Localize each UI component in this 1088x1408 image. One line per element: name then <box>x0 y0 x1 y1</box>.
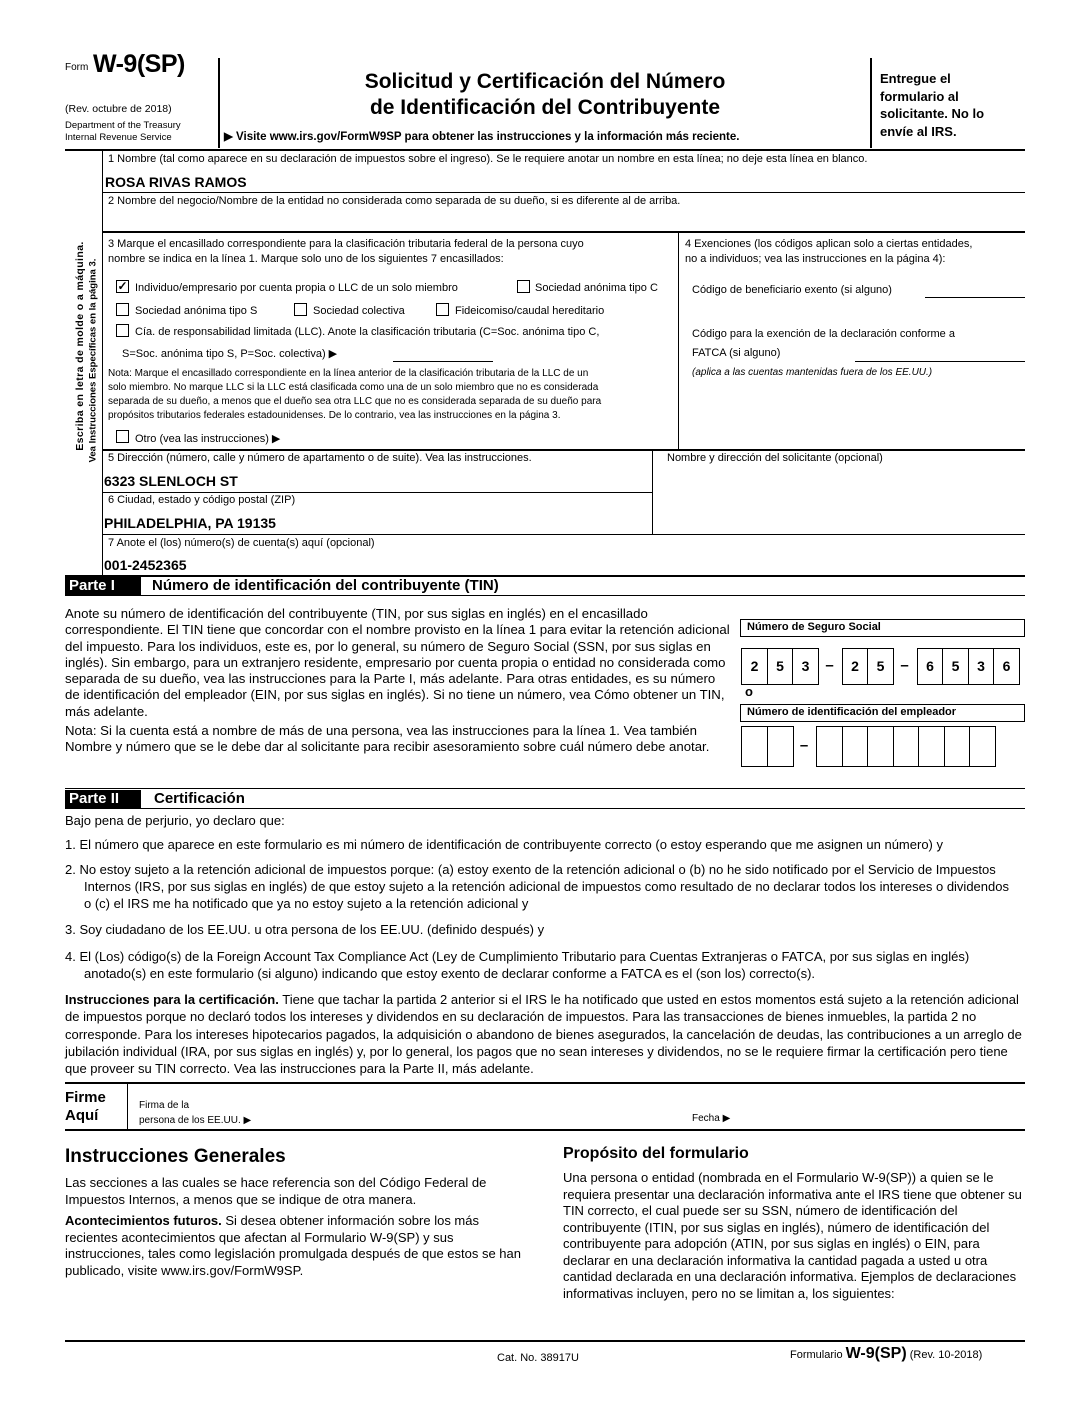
label-individual: Individuo/empresario por cuenta propia o LLC de un solo miembro <box>135 282 458 294</box>
digit-box[interactable] <box>816 726 843 767</box>
footer-rule <box>65 1340 1025 1342</box>
rule <box>65 808 1025 809</box>
cert-item-1: 1. El número que aparece en este formulario es mi número de identificación de contribuyente correcto (o estoy esperando que me asignen un número) y <box>65 837 943 852</box>
form-label <box>65 62 88 73</box>
checkbox-other[interactable] <box>116 430 129 443</box>
divider <box>652 451 653 535</box>
form-prefix: Form <box>65 62 89 73</box>
signature-field[interactable] <box>290 1095 670 1127</box>
note-line: propósitos tributarios federales estadounidenses. De lo contrario, vea las instrucciones en la página 3. <box>108 410 561 421</box>
note-line: separada de su dueño, a menos que el dueño sea otra LLC que no es considerada separada de su dueño para <box>108 396 602 407</box>
deliver-note-4: envíe al IRS. <box>880 123 957 139</box>
part1-note: Nota: Si la cuenta está a nombre de más de una persona, vea las instrucciones para la línea 1. Vea también Nombre y número que se le debe dar al solicitante para recibir asesoramiento sobre cuál número debe anotar. <box>65 723 710 755</box>
footer-form-name: W-9(SP) <box>845 1345 907 1362</box>
rule <box>103 534 1025 535</box>
sign-here <box>65 1089 106 1125</box>
general-p1: Las secciones a las cuales se hace referencia son del Código Federal de Impuestos Internos, a menos que se indique de otra manera. <box>65 1175 487 1207</box>
part2-title: Certificación <box>154 790 245 807</box>
address-field[interactable]: 6323 SLENLOCH ST <box>104 473 238 489</box>
label-trust: Fideicomiso/caudal hereditario <box>455 305 605 317</box>
part2-tag: Parte II <box>65 790 141 808</box>
business-name-field[interactable] <box>105 214 1005 230</box>
page-title: Solicitud y Certificación del Número <box>364 70 726 93</box>
certification-instructions <box>65 991 1025 1077</box>
digit-box[interactable]: 2 <box>842 648 869 685</box>
rule <box>65 595 1025 596</box>
header-divider-right <box>870 58 872 148</box>
checkbox-c-corp[interactable] <box>517 280 530 293</box>
check-icon: ✓ <box>117 279 128 293</box>
digit-box[interactable]: 5 <box>867 648 894 685</box>
dash-separator: – <box>900 656 909 674</box>
line4-label: 4 Exenciones (los códigos aplican solo a ciertas entidades, <box>685 238 973 250</box>
sign-here-1: Firme <box>65 1089 106 1106</box>
deliver-note-1: Entregue el <box>880 71 951 86</box>
part1-title: Número de identificación del contribuyente (TIN) <box>152 577 499 594</box>
name-field[interactable]: ROSA RIVAS RAMOS <box>105 174 247 190</box>
deliver-note-3: solicitante. No lo <box>880 106 985 121</box>
ein-label: Número de identificación del empleador <box>740 704 1025 722</box>
divider <box>678 233 679 450</box>
label-partnership: Sociedad colectiva <box>313 305 405 317</box>
divider <box>127 1084 128 1130</box>
rule <box>65 1082 1025 1084</box>
rule <box>65 1129 1025 1131</box>
date-label: Fecha ▶ <box>692 1113 731 1124</box>
sig-label-2: persona de los EE.UU. ▶ <box>139 1115 252 1126</box>
llc-classification-field[interactable] <box>393 361 493 362</box>
digit-box[interactable]: 5 <box>767 648 794 685</box>
label-llc: Cía. de responsabilidad limitada (LLC). Anote la clasificación tributaria (C=Soc. anónima tipo C, <box>135 326 600 338</box>
footer-rev: (Rev. 10-2018) <box>909 1349 983 1361</box>
account-number-field[interactable]: 001-2452365 <box>104 557 187 573</box>
side-instruction-2: Vea Instrucciones Específicas en la página 3. <box>87 258 99 463</box>
digit-box[interactable] <box>767 726 794 767</box>
date-field[interactable] <box>745 1095 1025 1127</box>
purpose-p1: Una persona o entidad (nombrada en el Formulario W-9(SP)) a quien se le requiera presentar una declaración informativa ante el IRS tiene que obtener su TIN correcto, el cual puede ser su SSN, número de identificación del contribuyente (ITIN, por sus siglas en inglés), número de identificación del contribuyente para adopción (ATIN, por sus siglas en inglés) o EIN, para declarar en una declaración informativa la cantidad pagada a usted u otra cantidad declarada en una declaración informativa. Ejemplos de declaraciones informativas incluyen, pero no se limitan a, los siguientes: <box>563 1170 1022 1301</box>
digit-box[interactable]: 3 <box>792 648 819 685</box>
sig-label-1: Firma de la <box>139 1100 190 1111</box>
digit-box[interactable]: 3 <box>968 648 995 685</box>
line7-label: 7 Anote el (los) número(s) de cuenta(s) aquí (opcional) <box>108 537 375 549</box>
ssn-label: Número de Seguro Social <box>740 619 1025 637</box>
digit-box[interactable]: 6 <box>993 648 1020 685</box>
catalog-number: Cat. No. 38917U <box>497 1352 579 1364</box>
line5-label: 5 Dirección (número, calle y número de apartamento o de suite). Vea las instrucciones. <box>108 452 532 464</box>
deliver-note <box>880 70 984 140</box>
checkbox-trust[interactable] <box>436 303 449 316</box>
part1-tag: Parte I <box>65 577 141 595</box>
department: Department of the Treasury <box>65 120 181 131</box>
digit-box[interactable] <box>741 726 768 767</box>
digit-box[interactable]: 2 <box>741 648 768 685</box>
line3-label: 3 Marque el encasillado correspondiente para la clasificación tributaria federal de la persona cuyo <box>108 238 584 250</box>
exempt-payee-field[interactable] <box>925 297 1025 298</box>
label-s-corp: Sociedad anónima tipo S <box>135 305 258 317</box>
digit-box[interactable] <box>918 726 945 767</box>
cert-item-4: 4. El (Los) código(s) de la Foreign Account Tax Compliance Act (Ley de Cumplimiento Tributario para Cuentas Extranjeras o FATCA, por sus siglas en inglés) anotado(s) en este formulario (si alguno) indicando que estoy exento de declarar conforme a FATCA es el (son los) correcto(s). <box>65 949 970 981</box>
page-title-line2: de Identificación del Contribuyente <box>369 96 721 119</box>
footer-prefix: Formulario <box>790 1349 843 1361</box>
digit-box[interactable] <box>969 726 996 767</box>
line3-label-2: nombre se indica en la línea 1. Marque solo uno de los siguientes 7 encasillados: <box>108 253 504 265</box>
checkbox-llc[interactable] <box>116 324 129 337</box>
fatca-note: (aplica a las cuentas mantenidas fuera de los EE.UU.) <box>692 367 933 378</box>
rule <box>103 449 1025 451</box>
line4-label-2: no a individuos; vea las instrucciones en la página 4): <box>685 253 946 265</box>
or-label: o <box>745 684 753 699</box>
instructions-link[interactable]: ▶ Visite www.irs.gov/FormW9SP para obtener las instrucciones y la información más reciente. <box>224 131 740 143</box>
certification-intro: Bajo pena de perjurio, yo declaro que: <box>65 813 285 828</box>
label-c-corp: Sociedad anónima tipo C <box>535 282 658 294</box>
p2-heading: Acontecimientos futuros. <box>65 1213 222 1228</box>
checkbox-partnership[interactable] <box>294 303 307 316</box>
line2-label: 2 Nombre del negocio/Nombre de la entidad no considerada como separada de su dueño, si es diferente al de arriba. <box>108 195 681 207</box>
deliver-note-2: formulario al <box>880 88 959 104</box>
fatca-field[interactable] <box>855 361 1025 362</box>
side-divider <box>102 151 103 576</box>
city-state-zip-field[interactable]: PHILADELPHIA, PA 19135 <box>104 515 276 531</box>
instr-text: Tiene que tachar la partida 2 anterior si el IRS le ha notificado que usted en estos momentos está sujeto a la retención adicional de impuestos porque no declaró todos los intereses y dividendos en su declaración de impuestos. Para las transacciones de bienes inmuebles, la partida 2 no corresponde. Para los intereses hipotecarios pagados, la adquisición o abandono de bienes asegurados, la cancelación de deudas, las contribuciones a un arreglo de jubilación individual (IRA, por sus siglas en inglés) y, por lo general, los pagos que no sean intereses y dividendos, no se le requiere firmar la certificación pero tiene que proveer su TIN correcto. Vea las instrucciones para la Parte II, más adelante. <box>65 992 1022 1077</box>
exempt-payee-label: Código de beneficiario exento (si alguno) <box>692 284 892 296</box>
sign-here-2: Aquí <box>65 1107 99 1124</box>
checkbox-s-corp[interactable] <box>116 303 129 316</box>
cert-item-2: 2. No estoy sujeto a la retención adicional de impuestos porque: (a) estoy exento de la retención adicional o (b) no he sido notificado por el Servicio de Impuestos Internos (IRS, por sus siglas en inglés) de que estoy sujeto a la retención adicional de impuestos como resultado de no declarar todos los intereses o dividendos o (c) el IRS me ha notificado que ya no estoy sujeto a la retención adicional y <box>65 862 1009 911</box>
label-llc-2: S=Soc. anónima tipo S, P=Soc. colectiva) ▶ <box>122 348 338 360</box>
digit-box[interactable] <box>842 726 869 767</box>
dash-separator: – <box>825 656 834 674</box>
requester-label: Nombre y dirección del solicitante (opcional) <box>667 452 883 464</box>
form-name: W-9(SP) <box>93 50 185 78</box>
dash-separator: – <box>799 736 809 754</box>
part1-text: Anote su número de identificación del contribuyente (TIN, por sus siglas en inglés) en el encasillado correspondiente. El TIN tiene que concordar con el nombre provisto en la línea 1 para evitar la retención adicional del impuesto. Para los individuos, este es, por lo general, su número de Seguro Social (SSN, por sus siglas en inglés). Sin embargo, para un extranjero residente, empresario por cuenta propia o entidad no considerada como separada de su dueño, vea las instrucciones para la Parte I, más adelante. Para otras entidades, es su número de identificación del empleador (EIN, por sus siglas en inglés). Si no tiene un número, vea Cómo obtener un TIN, más adelante. <box>65 606 730 719</box>
service: Internal Revenue Service <box>65 132 172 143</box>
instr-heading: Instrucciones para la certificación. <box>65 992 279 1007</box>
note-line: Nota: Marque el encasillado correspondiente en la línea anterior de la clasificación tributaria de la LLC de un <box>108 368 589 379</box>
fatca-label-2: FATCA (si alguno) <box>692 347 781 359</box>
rule <box>103 192 1025 193</box>
digit-box[interactable]: 6 <box>917 648 944 685</box>
line6-label: 6 Ciudad, estado y código postal (ZIP) <box>108 494 296 506</box>
revision: (Rev. octubre de 2018) <box>65 103 172 115</box>
rule <box>103 231 1025 233</box>
purpose-heading: Propósito del formulario <box>563 1145 749 1162</box>
side-instruction-1: Escriba en letra de molde o a máquina. <box>74 241 86 451</box>
label-other: Otro (vea las instrucciones) ▶ <box>135 433 281 445</box>
digit-box[interactable] <box>944 726 971 767</box>
header-bottom-rule <box>65 149 1025 151</box>
general-heading: Instrucciones Generales <box>65 1146 286 1167</box>
line1-label: 1 Nombre (tal como aparece en su declaración de impuestos sobre el ingreso). Se le requiere anotar un nombre en esta línea; no deje esta línea en blanco. <box>108 153 868 165</box>
p2-text: Si desea obtener información sobre los más recientes acontecimientos que afectan al Formulario W-9(SP) y sus instrucciones, tales como legislación promulgada después de que estos se han publicado, visite www.irs.gov/FormW9SP. <box>65 1213 521 1278</box>
note-line: solo miembro. No marque LLC si la LLC está clasificada como una de un solo miembro que no es considerada <box>108 382 599 393</box>
checkbox-individual[interactable] <box>116 280 129 293</box>
rule <box>103 492 652 493</box>
digit-box[interactable] <box>867 726 894 767</box>
general-p2 <box>65 1213 525 1279</box>
footer-form-id <box>790 1345 982 1363</box>
rule <box>65 788 1025 789</box>
digit-box[interactable] <box>893 726 920 767</box>
signature-label <box>139 1098 251 1128</box>
fatca-label: Código para la exención de la declaración conforme a <box>692 328 955 340</box>
cert-item-3: 3. Soy ciudadano de los EE.UU. u otra persona de los EE.UU. (definido después) y <box>65 922 545 937</box>
digit-box[interactable]: 5 <box>942 648 969 685</box>
llc-note <box>108 367 601 423</box>
